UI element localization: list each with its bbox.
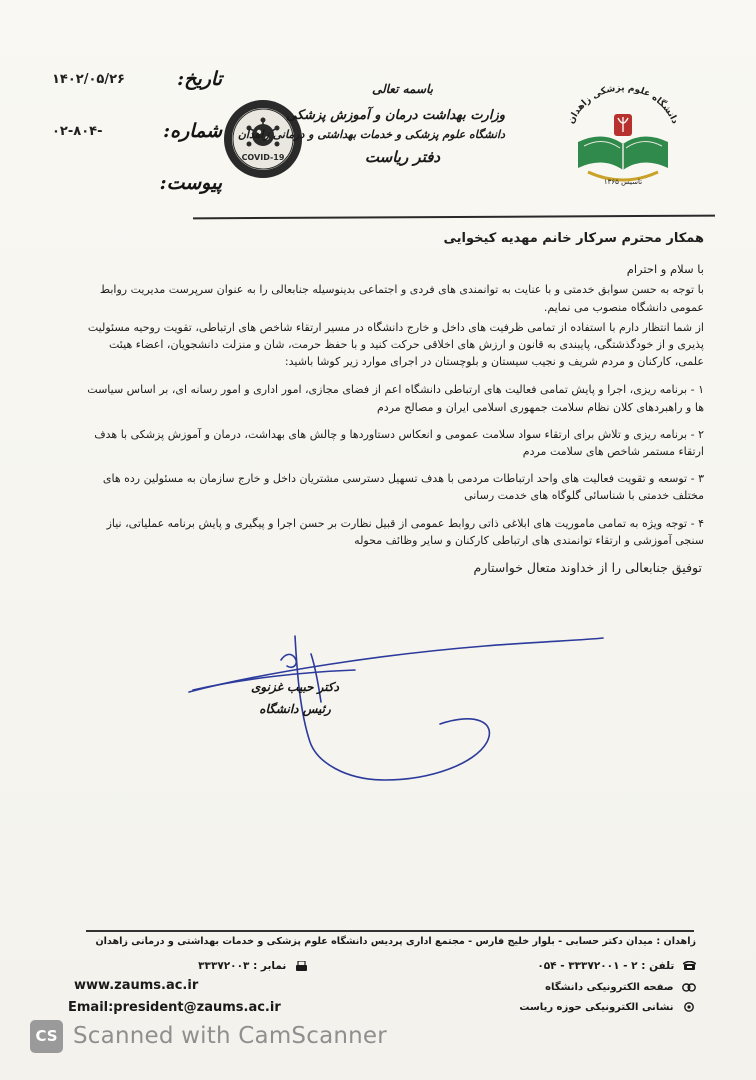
attachment-row: [52, 172, 222, 224]
ministry-name: وزارت بهداشت درمان و آموزش پزشکی: [286, 108, 505, 123]
number-label: شماره:: [163, 120, 222, 142]
bismillah-text: باسمه تعالی: [371, 82, 434, 96]
office-name: دفتر ریاست: [364, 148, 441, 166]
header-divider: [193, 215, 715, 220]
electronic-page-label: صفحه الکترونیکی دانشگاه: [545, 982, 674, 993]
recipient-line: همکار محترم سرکار خانم مهدیه کیخوایی: [443, 231, 704, 246]
expectations-paragraph: از شما انتظار دارم با استفاده از تمامی ظرفیت های داخل و خارج دانشگاه در مسیر ارتقاء شاخص های ارتباطی، تقویت روحیه مسئولیت پذیری و از خودگذشتگی، پایبندی به قانون و ارزش های اخلاقی حرکت کنید و با حفظ حرمت، شان و منزلت دانشجویان، اعضاء هیئت علمی، کارکنان و مردم شریف و نجیب سیستان و بلوچستان در اجرای موارد زیر کوشا باشید:: [87, 320, 704, 369]
letter-body: [78, 226, 704, 576]
fax-label: نمابر :: [253, 960, 287, 972]
list-item: ۱ - برنامه ریزی، اجرا و پایش تمامی فعالیت های ارتباطی دانشگاه اعم از فضای مجازی، امور اداری و امور رسانه ای، بر اساس سیاست ها و راهبردهای کلان نظام سلامت جمهوری اسلامی ایران و مصالح مردم: [87, 383, 704, 414]
phone-label: تلفن :: [641, 960, 675, 972]
phone-icon: [683, 961, 696, 971]
university-logo-year: تاسیس ۱۳۶۵: [603, 178, 643, 186]
fax-value: ۳۳۳۷۲۰۰۳: [198, 960, 250, 972]
footer-electronic-address: [519, 1002, 696, 1013]
fax-icon: [295, 961, 308, 971]
list-item: ۴ - توجه ویژه به تمامی ماموریت های ابلاغی ذاتی روابط عمومی از قبیل نظارت بر حسن اجرا و پیگیری و پایش برنامه عملیاتی، نیاز سنجی آموزشی و ارتقاء توانمندی های ارتباطی کارکنان و سایر وظائف محوله: [106, 516, 704, 547]
date-value: ۱۴۰۲/۰۵/۲۶: [52, 72, 125, 87]
number-row: [52, 120, 222, 172]
number-value: ۰۲-۸۰۴-: [52, 124, 103, 139]
footer-fax: [198, 960, 308, 972]
letter-meta: [52, 68, 222, 224]
footer-electronic-page: [545, 982, 696, 993]
covid-seal-text: COVID-19: [241, 153, 285, 162]
scanner-watermark: [30, 1018, 387, 1054]
link-icon: [682, 983, 696, 992]
electronic-address-label: نشانی الکترونیکی حوزه ریاست: [519, 1002, 674, 1013]
website-link[interactable]: www.zaums.ac.ir: [74, 978, 199, 993]
university-logo-icon: [558, 72, 688, 190]
university-logo-text: دانشگاه علوم پزشکی زاهدان: [566, 83, 680, 126]
footer-phone: [537, 960, 696, 972]
signer-block: [240, 676, 350, 720]
at-sign-icon: [682, 1002, 696, 1012]
watermark-text: Scanned with CamScanner: [73, 1023, 387, 1049]
list-item: ۲ - برنامه ریزی و تلاش برای ارتقاء سواد سلامت عمومی و انعکاس دستاوردها و چالش های بهداشت، درمان و آموزش پزشکی با هدف ارتقاء مستمر شاخص های سلامت مردم: [94, 427, 704, 459]
signer-title: رئیس دانشگاه: [259, 702, 331, 716]
camscanner-logo-icon: CS: [30, 1020, 63, 1053]
greeting-line: با سلام و احترام: [626, 262, 704, 277]
date-row: [52, 68, 222, 120]
closing-line: توفیق جنابعالی را از خداوند متعال خواستارم: [473, 560, 702, 576]
list-item: ۳ - توسعه و تقویت فعالیت های واحد ارتباطات مردمی با هدف تسهیل دسترسی مشتریان داخل و خارج سازمان به مسئولین رده های مختلف خدمتی با شناسائی گلوگاه های خدمت رسانی: [102, 472, 704, 503]
signer-name: دکتر حبیب غزنوی: [251, 680, 339, 694]
email-link[interactable]: Email:president@zaums.ac.ir: [68, 1000, 281, 1015]
footer-address: زاهدان : میدان دکتر حسابی - بلوار خلیج فارس - مجتمع اداری پردیس دانشگاه علوم پزشکی و خدمات بهداشتی و درمانی زاهدان: [95, 936, 696, 947]
university-name: دانشگاه علوم پزشکی و خدمات بهداشتی و درمانی زاهدان: [237, 128, 505, 141]
attachment-label: پیوست:: [159, 172, 222, 194]
appointment-paragraph: با توجه به حسن سوابق خدمتی و با عنایت به توانمندی های فردی و اجتماعی بدینوسیله جنابعالی را به عنوان سرپرست مدیریت روابط عمومی دانشگاه منصوب می نمایم.: [99, 283, 704, 314]
footer-divider: [86, 930, 694, 932]
date-label: تاریخ:: [177, 68, 222, 90]
phone-value: ۲ - ۳۳۳۷۲۰۰۱ - ۰۵۴: [537, 960, 638, 972]
